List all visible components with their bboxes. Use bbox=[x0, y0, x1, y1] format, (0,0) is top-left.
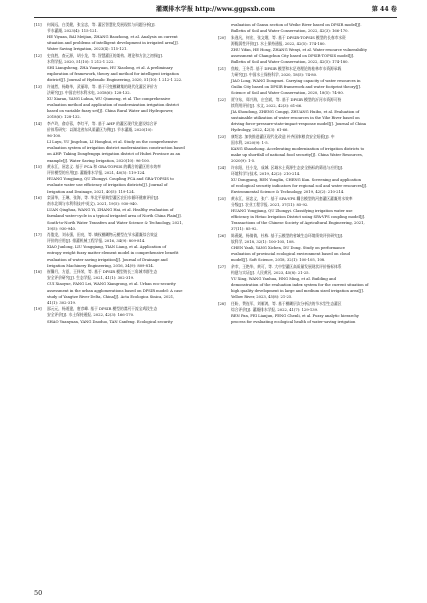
reference-line: evaluation method and application of modernization irrigation district bbox=[47, 103, 180, 108]
reference-line: LUAN Qinghua, WANG Yi, ZHANG Hai, et al. Healthy evaluation of bbox=[47, 208, 174, 213]
reference-number: [14] bbox=[34, 122, 42, 126]
reference-number: [18] bbox=[34, 270, 42, 275]
reference-line: Bulletin of Soil and Water Conservation, 2022, 42(3): 166-170. bbox=[231, 29, 349, 34]
reference-line: 肖俊龙，刘永强，田亮，等. 熵权模糊物元模型在节水灌溉综合效益 bbox=[47, 233, 158, 238]
reference-line: Hydrology, 2022, 42(3): 61-66. bbox=[231, 128, 289, 133]
reference-line: 黄永江，屈忠义. 基于 PCA 和 GRA-TOPSIS 的耦合的灌区用水效率 bbox=[47, 165, 161, 170]
reference-line: 分级[J]. 农业工程学报, 2021, 37(11): 85-92. bbox=[231, 202, 309, 207]
reference-text bbox=[47, 164, 214, 194]
reference-line: of ecological security indicators for regional soil and water resources[J]. bbox=[231, 183, 368, 188]
reference-entry bbox=[218, 233, 398, 263]
reference-line: XIAO Junlong, LIU Yongqiang, TIAN Liang, et al. Application of bbox=[47, 245, 166, 250]
reference-line: Environmental Science & Technology, 2019, 42(2): 210-214. bbox=[231, 190, 345, 195]
reference-line: 价体系研究：以湖北省东风渠灌区为例[J]. 节水灌溉, 2020(10): bbox=[47, 128, 153, 133]
reference-line: driving force-pressure-state-impact-response model[J]. Journal of China bbox=[231, 122, 366, 126]
reference-number: [17] bbox=[34, 233, 42, 238]
reference-line: 史良胜，查元源，胡小龙，等. 智慧灌区的架构、理论和方法之初探[J]. bbox=[47, 53, 164, 58]
reference-line: 法研究[J]. 中国农村水利水电, 2018(6): 128-132. bbox=[47, 91, 131, 96]
reference-entry bbox=[34, 195, 214, 232]
reference-line: 李卢玲，俞京蓉，李红平，等. 基于 AHP 的灌区现代化建设综合评 bbox=[47, 122, 158, 126]
reference-text bbox=[47, 195, 214, 232]
reference-number: [16] bbox=[34, 196, 42, 201]
references-right-column bbox=[218, 22, 398, 326]
reference-line: YU Xing, WANG Yanhua, HNG Ming, et al. Building and bbox=[231, 276, 336, 281]
reference-line: evaluation of provincial ecological environment based on cloud bbox=[231, 251, 350, 256]
reference-line: 评价模型的应用[J]. 灌溉排水学报, 2021, 40(5): 119-124. bbox=[47, 171, 146, 176]
reference-entry bbox=[34, 84, 214, 121]
reference-entry bbox=[34, 269, 214, 306]
reference-line: 任盼，费连军，刘雁鸿，等. 基于模糊层次分析法的节水型生态灌区 bbox=[231, 301, 342, 306]
reference-line: XU Xiaran, YANG Luhua, WU Qiumeng, et al. The comprehensive bbox=[47, 97, 171, 102]
reference-line: Guilin City based on DPSIR framework and water footprint theory[J]. bbox=[231, 84, 362, 89]
reference-line: 贾守东，郑兴海，庄会斌，等. 基于 DPSIR 模型的沂河水资源可持 bbox=[231, 97, 342, 102]
reference-line: 崔馨月，方夏，王择荣，等. 基于 DPSIR 模型的长三角城市群生态 bbox=[47, 270, 158, 275]
reference-number bbox=[218, 22, 231, 34]
reference-line: sustainable utilization of water resources in the Yihe River based on bbox=[231, 115, 360, 120]
reference-line: South-to-North Water Transfers and Water Science & Technology, 2021, bbox=[47, 220, 183, 225]
reference-number: [19] bbox=[34, 307, 42, 312]
reference-entry bbox=[218, 66, 398, 96]
reference-line: 续利用评价[J]. 水文, 2022, 42(3): 61-66. bbox=[231, 103, 303, 108]
references-left-column bbox=[34, 22, 214, 325]
reference-line: evaluation system of irrigation district modernization construction based bbox=[47, 146, 185, 151]
reference-number: [20] bbox=[218, 35, 226, 40]
reference-line: 2020(9): 1-5. bbox=[231, 159, 256, 164]
reference-line: 软科学, 2018, 32(1): 100-105, 108. bbox=[231, 239, 295, 244]
reference-number: [12] bbox=[34, 53, 42, 58]
reference-line: 国水利, 2020(9): 1-5. bbox=[231, 140, 269, 145]
reference-text bbox=[47, 121, 214, 164]
reference-line: example[J]. Water Saving Irrigation, 2020(10): 96-100. bbox=[47, 158, 151, 163]
reference-line: 41(1): 302-319. bbox=[47, 300, 77, 305]
reference-entry bbox=[34, 53, 214, 83]
reference-text bbox=[47, 84, 214, 121]
reference-number: [23] bbox=[218, 134, 226, 139]
reference-line: process for evaluating ecological health of water-saving irrigation bbox=[231, 320, 356, 324]
reference-text bbox=[231, 22, 398, 34]
reference-line: 力研究[J]. 中国水土保持科学, 2020, 18(5): 74-80. bbox=[231, 72, 318, 77]
reference-number: [13] bbox=[34, 84, 42, 89]
reference-text bbox=[47, 53, 214, 83]
reference-line: 许东阳，任小龙，成城. 区域水土资源生态安全指标的筛选与应用[J]. bbox=[231, 165, 344, 170]
reference-line: assessment in the urban agglomerations based on DPSIR model: A case bbox=[47, 288, 183, 293]
reference-line: model[J]. Soft Science, 2018, 32(1): 100-105, 108. bbox=[231, 258, 326, 263]
reference-line: on AHP: Taking Dongfengqu irrigation district of Hubei Province as an bbox=[47, 152, 181, 157]
reference-line: 96-100. bbox=[47, 134, 62, 139]
reference-number: [25] bbox=[218, 196, 226, 201]
reference-line: study of Yangtze River Delta, China[J]. Acta Ecologica Sinica, 2021, bbox=[47, 294, 175, 299]
reference-line: 安全评价[J]. 水土保持通报, 2022, 42(3): 166-170. bbox=[47, 313, 135, 318]
reference-entry bbox=[218, 165, 398, 195]
reference-line: 焦蛟，王冬青. 基于 DPSIR 模型和水足迹理论的桂林市水资源承载 bbox=[231, 66, 342, 71]
reference-text bbox=[231, 165, 398, 195]
reference-line: REN Pan, FEI Lianjun, FENG Chenli, et al. Fuzzy analytic hierarchy bbox=[231, 313, 359, 318]
reference-line: Bulletin of Soil and Water Conservation, 2022, 42(5): 174-180. bbox=[231, 60, 349, 65]
reference-line: demonstration of the evaluation index system for the current situation of bbox=[231, 282, 369, 287]
reference-number: [26] bbox=[218, 233, 226, 238]
reference-line: Yellow River, 2023, 45(8): 21-25. bbox=[231, 295, 293, 300]
reference-text bbox=[231, 134, 398, 164]
reference-line: based on variable fuzzy set[J]. China Rural Water and Hydropower, bbox=[47, 109, 174, 114]
reference-line: assessment of Changchun City based on DPSIR-TOPSIS model[J]. bbox=[231, 53, 355, 58]
reference-line: 节水灌溉, 2023(4): 115-121. bbox=[47, 29, 99, 34]
reference-text bbox=[47, 269, 214, 306]
reference-line: 构建与实证[J]. 人民黄河, 2023, 45(8): 21-25. bbox=[231, 270, 310, 275]
reference-line: 许迪然，杨路华，武丽琼，等. 基于可变模糊集的现代化灌区评价方 bbox=[47, 84, 158, 89]
reference-line: Transactions of the Chinese Society of Agricultural Engineering, 2021, bbox=[231, 221, 365, 225]
reference-line: Irrigation Machinery Engineering, 2016, 34(9): 809-814. bbox=[47, 263, 154, 268]
reference-line: XU Dongyang, REN Yonglin, CHENG Kun. Screening and application bbox=[231, 177, 362, 182]
reference-line: HE Yiyuan, BAI Meijian, ZHANG Baozhong, et al. Analysis on current bbox=[47, 35, 178, 40]
reference-line: 康绍忠. 加快推进灌区现代化改造 补齐国家粮食安全短板[J]. 中 bbox=[231, 134, 335, 139]
reference-line: 安全评价研究[J]. 生态学报, 2021, 41(1): 302-319. bbox=[47, 276, 135, 281]
reference-number: [11] bbox=[34, 23, 42, 27]
reference-line: Irrigation and Drainage, 2021, 40(5): 119-124. bbox=[47, 189, 135, 194]
reference-text bbox=[47, 22, 214, 52]
reference-line: entropy weight fuzzy matter element model in comprehensive benefit bbox=[47, 251, 179, 256]
reference-line: SHI Liangsheng, ZHA Yuanyuan, HU Xiaolong, et al. A preliminary bbox=[47, 66, 173, 71]
reference-line: 评价的应用[J]. 排灌机械工程学报, 2016, 34(9): 809-814. bbox=[47, 239, 146, 244]
reference-line: SHAO Yuanyuan, YANG Daoduo, TAN Canfeng. Ecological security bbox=[47, 319, 173, 324]
reference-entry bbox=[34, 306, 214, 324]
reference-line: farmland water-cycle in a typical irrigated area of North China Plain[J]. bbox=[47, 214, 182, 219]
page-number: 50 bbox=[34, 589, 43, 597]
reference-entry bbox=[34, 121, 214, 164]
reference-line: 栾清华，王琳，张海，等. 华北平原典型灌区农田水循环健康评价[J]. bbox=[47, 196, 160, 201]
reference-line: 综合评价[J]. 灌溉排水学报, 2022, 41(7): 129-139. bbox=[231, 307, 319, 312]
reference-number: [22] bbox=[218, 97, 226, 102]
reference-line: exploration of framework, theory and method for intelligent irrigation bbox=[47, 72, 179, 77]
reference-line: JIA Shoudong, ZHENG Congqi, ZHUANG Huibo, et al. Evaluation of bbox=[231, 109, 360, 114]
reference-line: district[J]. Journal of Hydraulic Engineering, 2020, 51(10): 1 212-1 222. bbox=[47, 78, 183, 83]
reference-text bbox=[231, 264, 398, 301]
journal-title: 灌溉排水学报 http://www.ggpsxb.com bbox=[155, 6, 276, 13]
reference-line: 余幸，王艳华，黄可，等. 大中型灌区高质量发展现状评价指标体系 bbox=[231, 264, 342, 269]
reference-entry bbox=[218, 301, 398, 325]
reference-number: [15] bbox=[34, 165, 42, 170]
reference-text bbox=[47, 306, 214, 324]
reference-text bbox=[231, 196, 398, 233]
reference-text bbox=[231, 233, 398, 263]
reference-text bbox=[231, 97, 398, 134]
reference-entry bbox=[218, 196, 398, 233]
reference-entry bbox=[218, 22, 398, 34]
reference-entry bbox=[34, 164, 214, 194]
reference-text bbox=[231, 66, 398, 96]
reference-text bbox=[231, 301, 398, 325]
reference-line: 朱逸凡，何宏，张文熠，等. 基于 DPSIR-TOPSIS 模型的长春市水资 bbox=[231, 35, 346, 40]
reference-line: CHEN Yanli, YANG Xichen, DU Dong. Study on performance bbox=[231, 245, 345, 250]
reference-line: 黄永江，屈忠义，张广. 基于 SPA-VPS 耦合模型的河套灌区灌溉用水效率 bbox=[231, 196, 353, 201]
reference-line: LI Luyu, YU Jingchun, LI Honghui, et al. Study on the comprehensive bbox=[47, 140, 178, 145]
volume-label: 第 44 卷 bbox=[371, 6, 397, 13]
reference-number: [24] bbox=[218, 165, 226, 170]
reference-entry bbox=[218, 134, 398, 164]
reference-line: evaluate water use efficiency of irrigation districts[J]. Journal of bbox=[47, 183, 168, 188]
reference-line: evaluation of Gansu section of Weihe River based on DPSIR model[J]. bbox=[231, 23, 362, 27]
reference-line: KANG Shaozhong. Accelerating modernization of irrigation districts to bbox=[231, 146, 365, 151]
reference-line: 陈燕妮，杨倩倩，杜栋. 基于云模型的省域生态环境绩效评价研究[J]. bbox=[231, 233, 344, 238]
reference-line: evaluation of water saving irrigation[J]. Journal of Drainage and bbox=[47, 257, 168, 262]
reference-line: efficiency in Hetao Irrigation District using SPA-VPS coupling model[J]. bbox=[231, 214, 366, 219]
reference-line: 水利学报, 2020, 51(10): 1 212-1 222. bbox=[47, 60, 115, 65]
reference-line: Science of Soil and Water Conservation, 2020, 18(5): 74-80. bbox=[231, 91, 344, 96]
reference-entry bbox=[34, 232, 214, 269]
reference-line: 37(11): 85-92. bbox=[231, 227, 258, 232]
reference-text bbox=[47, 232, 214, 269]
reference-line: HUANG Yongjiang, QU Zhongyi. Coupling PCA and GRA-TOPSIS to bbox=[47, 177, 174, 182]
reference-line: JIAO Long, WANG Dongmei. Carrying capacity of water resources in bbox=[231, 78, 361, 83]
reference-line: CUI Xiaoyue, FANG Lei, WANG Xiangrong, et al. Urban eco-security bbox=[47, 282, 176, 287]
reference-line: 19(5): 930-940. bbox=[47, 226, 77, 231]
reference-number: [27] bbox=[218, 264, 226, 269]
running-header bbox=[34, 4, 397, 18]
reference-line: HUANG Yongjiang, QU Zhongyi. Classifying irrigation water use bbox=[231, 208, 353, 213]
reference-entry bbox=[34, 22, 214, 52]
reference-line: 2018(6): 128-132. bbox=[47, 115, 81, 120]
reference-entry bbox=[218, 97, 398, 134]
reference-line: 南水北调与水利科技(中英文), 2021, 19(5): 930-940. bbox=[47, 202, 138, 207]
reference-number: [28] bbox=[218, 301, 226, 306]
reference-line: 环境科学与技术, 2019, 42(2): 210-214. bbox=[231, 171, 301, 176]
reference-line: high quality development in large and medium sized irrigation area[J]. bbox=[231, 289, 365, 294]
reference-line: make up shortfall of national food security[J]. China Water Resources, bbox=[231, 152, 363, 157]
reference-line: 何闻远，白美健，张宝忠，等. 灌区智慧化发展现状与问题分析[J]. bbox=[47, 23, 156, 27]
reference-line: ZHU Yifan, HE Hong, ZHANG Wenyi, et al. Water resource vulnerability bbox=[231, 47, 367, 52]
reference-number: [21] bbox=[218, 66, 226, 71]
reference-line: 邵元元，杨道建，唐彦峰. 基于 DPSIR 模型的渭河干流宝鸡段生态 bbox=[47, 307, 158, 312]
reference-line: situation and problems of intelligent development in irrigated area[J]. bbox=[47, 41, 179, 46]
reference-entry bbox=[218, 35, 398, 65]
reference-entry bbox=[218, 264, 398, 301]
reference-text bbox=[231, 35, 398, 65]
reference-line: 源脆弱性评价[J]. 水土保持通报, 2022, 42(5): 174-180. bbox=[231, 41, 326, 46]
reference-line: Water Saving Irrigation, 2023(4): 115-121. bbox=[47, 47, 128, 52]
